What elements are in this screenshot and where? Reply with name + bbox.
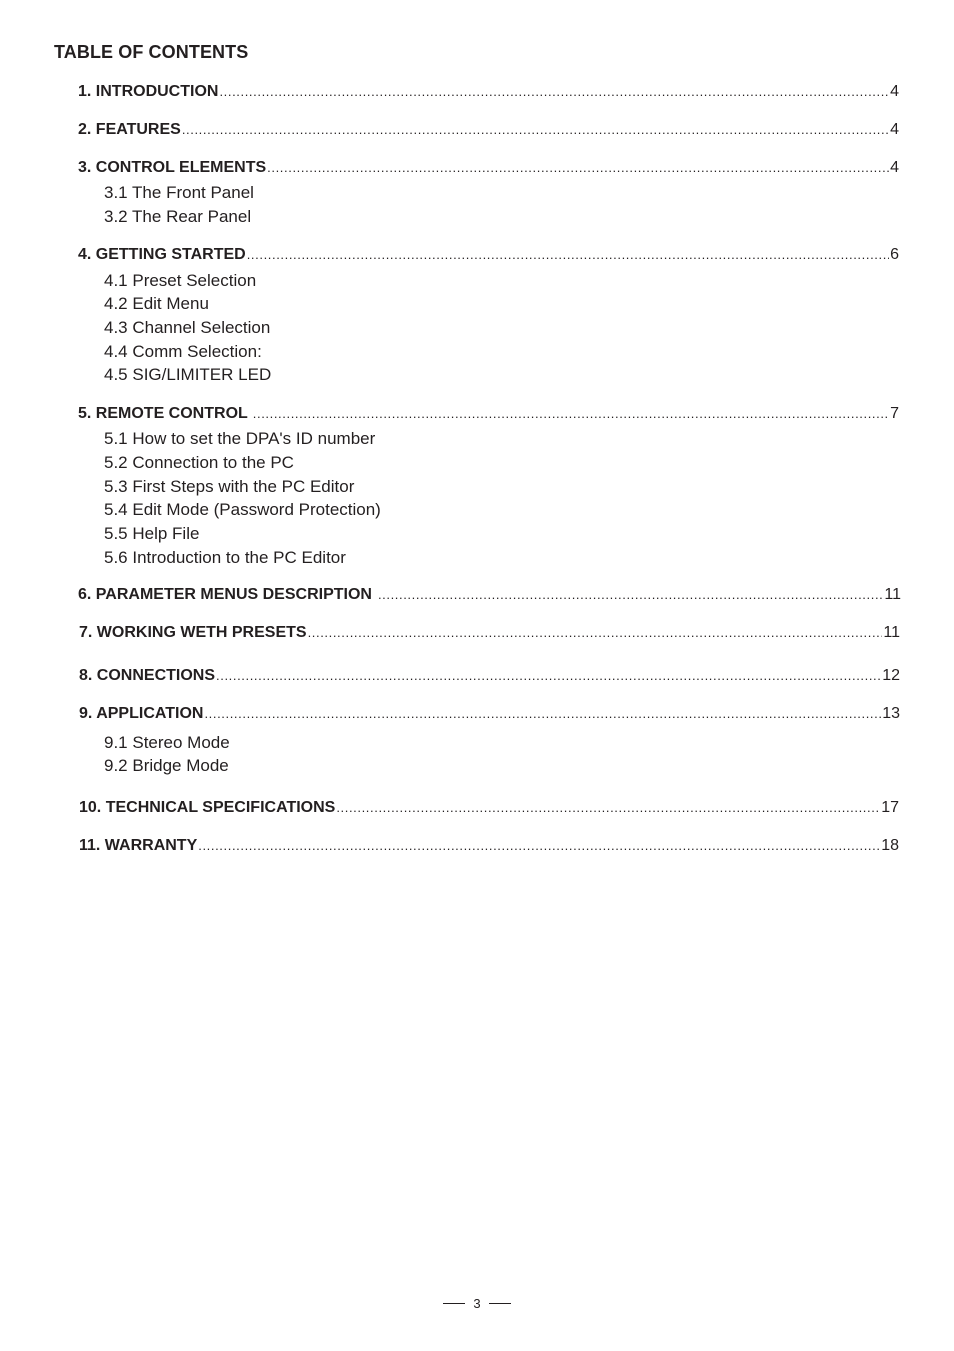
toc-subentry[interactable]: 9.1 Stereo Mode <box>104 733 230 752</box>
toc-entry-technical-specifications[interactable] <box>79 798 899 818</box>
toc-page-number: 7 <box>890 405 899 422</box>
toc-subentry[interactable]: 4.2 Edit Menu <box>104 294 209 313</box>
toc-entry-features[interactable] <box>78 120 899 140</box>
dot-leader <box>219 82 889 102</box>
toc-entry-label: 2. FEATURES <box>78 121 181 138</box>
toc-page-number: 11 <box>883 624 900 641</box>
toc-entry-label: 6. PARAMETER MENUS DESCRIPTION <box>78 586 372 603</box>
toc-entry-getting-started[interactable] <box>78 245 899 265</box>
toc-entry-control-elements[interactable] <box>78 158 899 178</box>
toc-subentry[interactable]: 3.1 The Front Panel <box>104 183 254 202</box>
toc-subentry[interactable]: 3.2 The Rear Panel <box>104 207 252 226</box>
toc-page-number: 13 <box>882 705 900 722</box>
toc-entry-label: 3. CONTROL ELEMENTS <box>78 159 267 176</box>
dot-leader <box>267 158 889 178</box>
toc-subentry[interactable]: 4.3 Channel Selection <box>104 318 271 337</box>
toc-subentry[interactable]: 5.4 Edit Mode (Password Protection) <box>104 500 381 519</box>
toc-entry-introduction[interactable] <box>78 82 899 102</box>
dot-leader <box>247 245 889 265</box>
toc-subentry[interactable]: 4.1 Preset Selection <box>104 271 257 290</box>
toc-subentry[interactable]: 4.4 Comm Selection: <box>104 342 262 361</box>
toc-subentry[interactable]: 4.5 SIG/LIMITER LED <box>104 365 272 384</box>
toc-page-number: 4 <box>890 83 899 100</box>
toc-entry-label: 1. INTRODUCTION <box>78 83 219 100</box>
toc-entry-remote-control[interactable] <box>78 404 899 424</box>
toc-page-number: 18 <box>881 837 899 854</box>
toc-page-number: 12 <box>882 667 900 684</box>
page-footer <box>0 1296 954 1311</box>
toc-entry-warranty[interactable] <box>79 836 899 856</box>
dot-leader <box>216 666 881 686</box>
toc-subentry[interactable]: 5.2 Connection to the PC <box>104 453 294 472</box>
toc-subentry[interactable]: 5.3 First Steps with the PC Editor <box>104 477 355 496</box>
toc-entry-label: 5. REMOTE CONTROL <box>78 405 248 422</box>
dot-leader <box>336 798 880 818</box>
toc-page-number: 4 <box>890 159 899 176</box>
toc-entry-label: 8. CONNECTIONS <box>79 667 216 684</box>
toc-subentry[interactable]: 5.5 Help File <box>104 524 200 543</box>
toc-entry-label: 9. APPLICATION <box>79 705 204 722</box>
toc-page-number: 6 <box>890 246 899 263</box>
dot-leader <box>204 704 881 724</box>
toc-subentry[interactable]: 5.1 How to set the DPA's ID number <box>104 429 376 448</box>
toc-entry-label: 11. WARRANTY <box>79 837 198 854</box>
footer-rule-left <box>443 1303 465 1304</box>
toc-subentry[interactable]: 5.6 Introduction to the PC Editor <box>104 548 346 567</box>
dot-leader <box>308 623 883 643</box>
toc-entry-application[interactable] <box>79 704 900 724</box>
dot-leader <box>198 836 880 856</box>
toc-subentry[interactable]: 9.2 Bridge Mode <box>104 756 229 775</box>
toc-entry-parameter-menus[interactable] <box>78 585 901 605</box>
footer-rule-right <box>489 1303 511 1304</box>
toc-entry-label: 4. GETTING STARTED <box>78 246 246 263</box>
dot-leader <box>253 404 889 424</box>
toc-entry-connections[interactable] <box>79 666 900 686</box>
dot-leader <box>378 585 883 605</box>
toc-page-number: 17 <box>881 799 899 816</box>
toc-entry-label: 7. WORKING WETH PRESETS <box>79 624 307 641</box>
toc-entry-label: 10. TECHNICAL SPECIFICATIONS <box>79 799 336 816</box>
page-title: TABLE OF CONTENTS <box>54 42 249 62</box>
toc-page-number: 4 <box>890 121 899 138</box>
toc-page-number: 11 <box>884 586 901 603</box>
dot-leader <box>182 120 889 140</box>
toc-entry-working-presets[interactable] <box>79 623 900 643</box>
footer-page-number: 3 <box>473 1296 481 1311</box>
